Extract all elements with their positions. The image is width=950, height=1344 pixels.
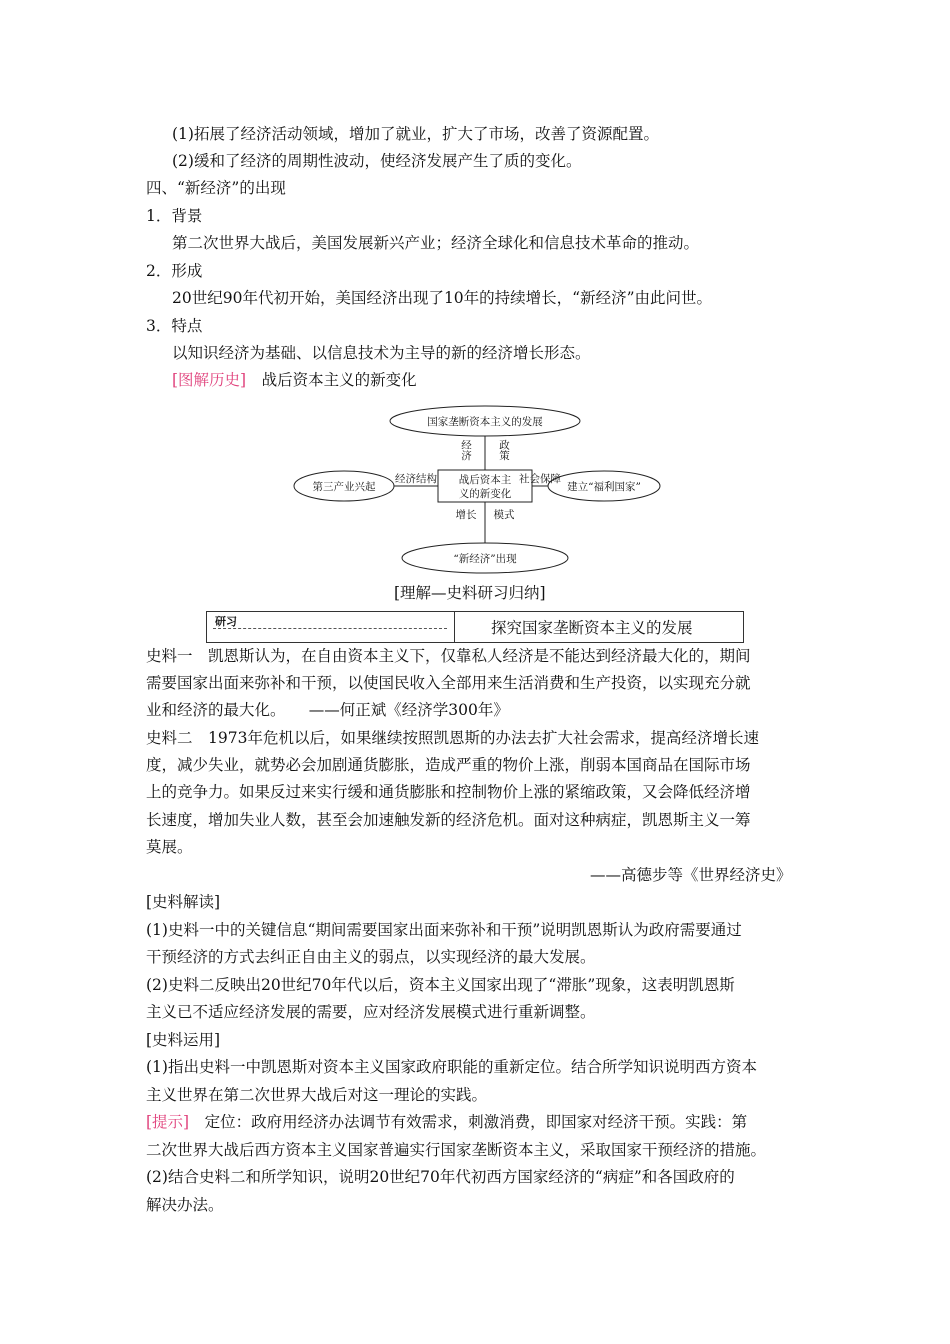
body-line: 解决办法。 [146,1196,224,1214]
body-line: 主义世界在第二次世界大战后对这一理论的实践。 [146,1086,488,1104]
research-box [206,611,744,643]
bottom-ellipse-label: “新经济”出现 [453,553,517,565]
center-label-1: 战后资本主 [458,474,512,486]
body-line: 莫展。 [146,838,193,856]
body-line: 需要国家出面来弥补和干预，以使国民收入全部用来生活消费和生产投资，以实现充分就 [146,674,751,692]
up-label-a: 经济 [460,439,472,461]
text-line: (1)拓展了经济活动领域，增加了就业，扩大了市场，改善了资源配置。 [172,125,659,143]
text-line: 以知识经济为基础、以信息技术为主导的新的经济增长形态。 [172,344,591,362]
body-line: (2)结合史料二和所学知识，说明20世纪70年代初西方国家经济的“病症”和各国政府的 [146,1168,735,1186]
body-line: 二次世界大战后西方资本主义国家普遍实行国家垄断资本主义，采取国家干预经济的措施。 [146,1141,767,1159]
body-line: (1)指出史料一中凯恩斯对资本主义国家政府职能的重新定位。结合所学知识说明西方资本 [146,1058,757,1076]
subheading: 2．形成 [146,262,203,280]
body-line: 主义已不适应经济发展的需要，应对经济发展模式进行重新调整。 [146,1003,596,1021]
body-line: 史料二 1973年危机以后，如果继续按照凯恩斯的办法去扩大社会需求，提高经济增长速 [146,729,759,747]
body-line: 长速度，增加失业人数，甚至会加速触发新的经济危机。面对这种病症，凯恩斯主义一筹 [146,811,751,829]
illustration-heading [172,370,417,390]
body-line: 业和经济的最大化。 ——何正斌《经济学300年》 [146,701,509,719]
research-title-cell [454,611,744,643]
illustration-tag: [图解历史] [172,371,247,389]
section-title: [理解—史料研习归纳] [394,584,546,602]
left-ellipse-label: 第三产业兴起 [312,481,376,493]
dashed-rule [213,628,447,629]
text-line: (2)缓和了经济的周期性波动，使经济发展产生了质的变化。 [172,152,582,170]
text-line: 20世纪90年代初开始，美国经济出现了10年的持续增长，“新经济”由此问世。 [172,289,713,307]
research-tag: 研习 [215,615,237,628]
concept-diagram [290,402,680,580]
subheading: 1．背景 [146,207,203,225]
left-link-label: 经济结构 [395,473,437,485]
research-tag-cell [206,611,455,643]
subsection-label: [史料运用] [146,1031,221,1049]
down-label-b: 模式 [493,509,515,521]
body-line: 度，减少失业，就势必会加剧通货膨胀，造成严重的物价上涨，削弱本国商品在国际市场 [146,756,751,774]
source-citation: ——高德步等《世界经济史》 [590,866,792,884]
illustration-title: 战后资本主义的新变化 [261,371,417,389]
body-line: 史料一 凯恩斯认为，在自由资本主义下，仅靠私人经济是不能达到经济最大化的，期间 [146,647,751,665]
right-link-label: 社会保障 [519,473,561,485]
body-line: 干预经济的方式去纠正自由主义的弱点，以实现经济的最大发展。 [146,948,596,966]
up-label-b: 政策 [498,439,510,461]
body-line: (2)史料二反映出20世纪70年代以后，资本主义国家出现了“滞胀”现象，这表明凯恩斯 [146,976,735,994]
research-title: 探究国家垄断资本主义的发展 [491,619,693,637]
subsection-label: [史料解读] [146,893,221,911]
right-ellipse-label: 建立“福利国家” [567,481,641,493]
subheading: 3．特点 [146,317,203,335]
text-line: 第二次世界大战后，美国发展新兴产业；经济全球化和信息技术革命的推动。 [172,234,700,252]
hint-line [146,1112,747,1132]
center-label-2: 义的新变化 [458,488,512,500]
body-line: 上的竞争力。如果反过来实行缓和通货膨胀和控制物价上涨的紧缩政策，又会降低经济增 [146,783,751,801]
body-line: (1)史料一中的关键信息“期间需要国家出面来弥补和干预”说明凯恩斯认为政府需要通过 [146,921,742,939]
hint-text: 定位：政府用经济办法调节有效需求，刺激消费，即国家对经济干预。实践：第 [204,1113,748,1131]
section-heading: 四、“新经济”的出现 [146,179,286,197]
down-label-a: 增长 [455,509,477,521]
hint-tag: [提示] [146,1113,190,1131]
top-ellipse-label: 国家垄断资本主义的发展 [427,416,543,428]
